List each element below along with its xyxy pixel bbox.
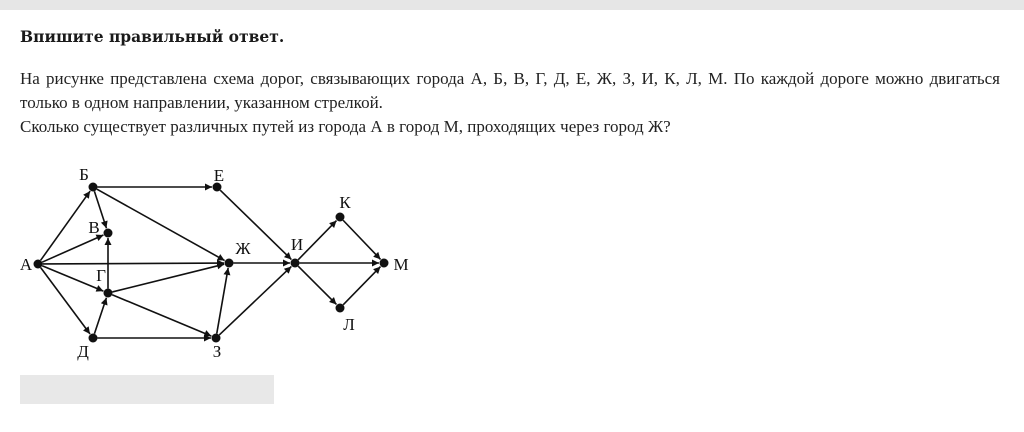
city-node-l	[336, 304, 345, 313]
city-label-k: К	[339, 193, 351, 212]
road-a-g	[42, 266, 103, 291]
city-label-b: Б	[79, 165, 89, 184]
road-a-zh	[42, 263, 224, 264]
city-node-g	[104, 289, 113, 298]
road-z-zh	[217, 268, 228, 334]
city-label-zh: Ж	[235, 239, 251, 258]
city-node-m	[380, 259, 389, 268]
task-paragraph-2: Сколько существует различных путей из города А в город М, проходящих через город Ж?	[20, 117, 671, 136]
city-node-k	[336, 213, 345, 222]
road-i-k	[298, 221, 336, 260]
city-label-e: Е	[213, 166, 225, 185]
road-k-m	[343, 220, 380, 259]
road-g-z	[112, 295, 211, 336]
road-z-i	[219, 266, 291, 334]
road-l-m	[343, 267, 380, 305]
road-a-d	[41, 268, 90, 334]
city-node-v	[104, 229, 113, 238]
road-i-l	[298, 266, 336, 304]
city-node-a	[34, 260, 43, 269]
road-a-v	[42, 235, 103, 262]
city-label-z: З	[212, 342, 222, 361]
task-title: Впишите правильный ответ.	[20, 27, 285, 46]
city-node-b	[89, 183, 98, 192]
road-g-zh	[112, 264, 224, 292]
city-label-g: Г	[96, 266, 106, 285]
city-label-m: М	[393, 255, 409, 274]
road-a-b	[41, 191, 90, 260]
road-b-zh	[97, 189, 225, 260]
city-node-d	[89, 334, 98, 343]
city-label-a: А	[19, 255, 33, 274]
task-paragraph-1: На рисунке представлена схема дорог, связывающих города А, Б, В, Г, Д, Е, Ж, З, И, К, Л, М. По каждой дороге можно двигаться только в одном направлении, указанном стрелкой.	[20, 69, 1000, 112]
city-label-v: В	[88, 218, 100, 237]
city-node-i	[291, 259, 300, 268]
answer-input[interactable]	[20, 375, 274, 404]
city-label-d: Д	[77, 342, 89, 361]
city-label-i: И	[290, 235, 304, 254]
road-d-g	[94, 298, 106, 334]
city-node-zh	[225, 259, 234, 268]
city-label-l: Л	[343, 315, 355, 334]
road-e-i	[220, 190, 291, 259]
